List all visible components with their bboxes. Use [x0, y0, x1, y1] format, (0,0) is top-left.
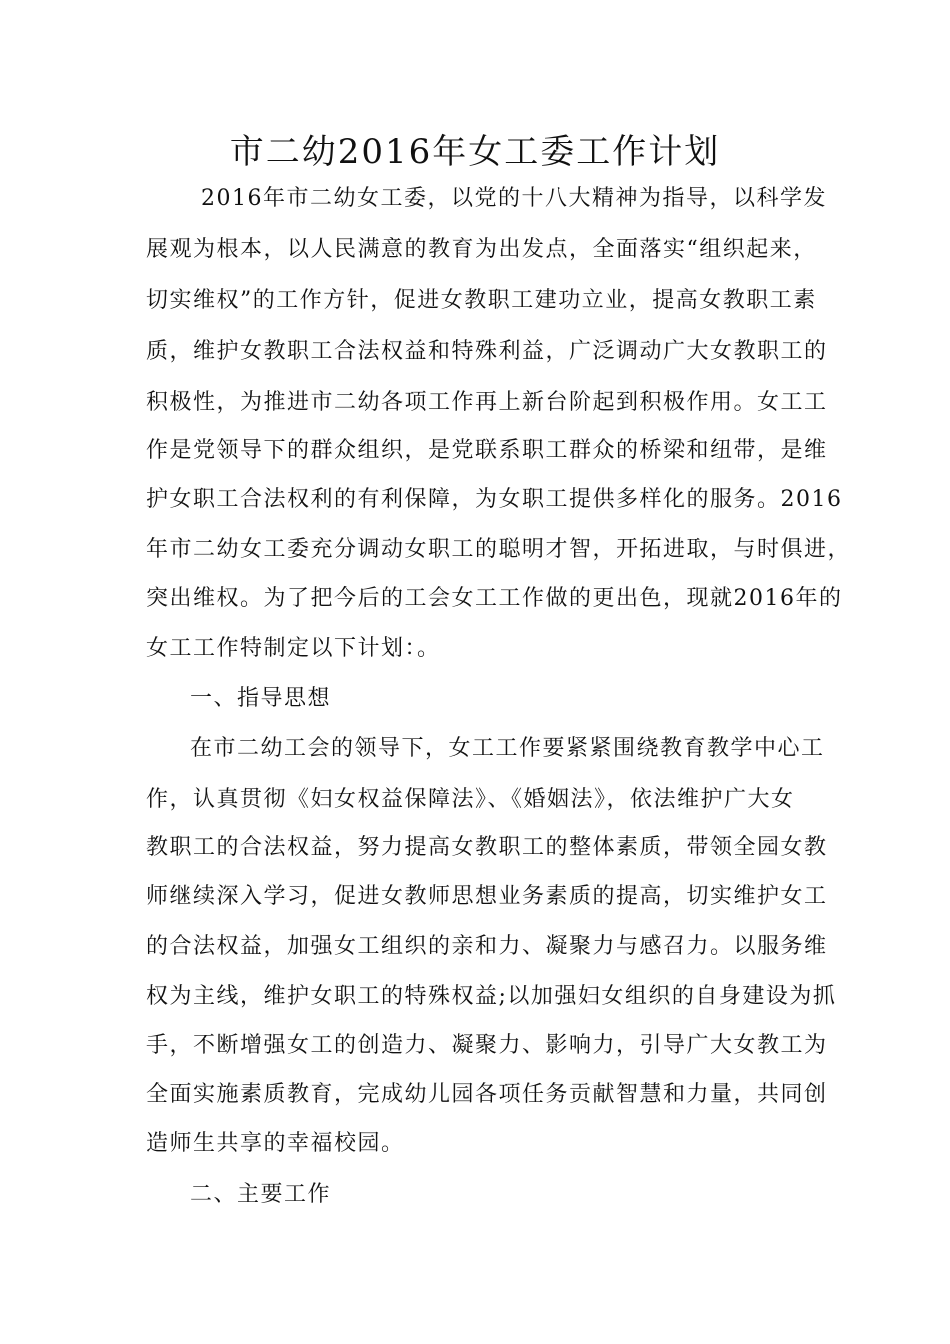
document-title: 市二幼2016年女工委工作计划	[229, 132, 721, 172]
section1-line: 手，不断增强女工的创造力、凝聚力、影响力，引导广大女教工为	[146, 1033, 828, 1058]
intro-line: 作是党领导下的群众组织，是党联系职工群众的桥梁和纽带，是维	[146, 438, 828, 463]
intro-line: 女工工作特制定以下计划：。	[146, 636, 441, 661]
intro-line: 积极性，为推进市二幼各项工作再上新台阶起到积极作用。女工工	[146, 390, 828, 415]
section1-line: 造师生共享的幸福校园。	[146, 1131, 405, 1156]
section-heading-guiding-ideology: 一、指导思想	[190, 686, 332, 711]
intro-line: 展观为根本，以人民满意的教育为出发点，全面落实“组织起来，	[146, 237, 817, 262]
section1-line: 师继续深入学习，促进女教师思想业务素质的提高，切实维护女工	[146, 884, 828, 909]
section1-line: 作，认真贯彻《妇女权益保障法》、《婚姻法》，依法维护广大女	[146, 787, 795, 812]
section1-line: 在市二幼工会的领导下，女工工作要紧紧围绕教育教学中心工	[190, 736, 825, 761]
section1-line: 教职工的合法权益，努力提高女教职工的整体素质，带领全园女教	[146, 835, 828, 860]
section-heading-main-work: 二、主要工作	[190, 1182, 332, 1207]
section1-line: 权为主线，维护女职工的特殊权益;以加强妇女组织的自身建设为抓	[146, 984, 837, 1009]
intro-line: 2016年市二幼女工委，以党的十八大精神为指导，以科学发	[201, 186, 827, 211]
section1-line: 全面实施素质教育，完成幼儿园各项任务贡献智慧和力量，共同创	[146, 1082, 828, 1107]
section1-line: 的合法权益，加强女工组织的亲和力、凝聚力与感召力。以服务维	[146, 934, 828, 959]
intro-line: 质，维护女教职工合法权益和特殊利益，广泛调动广大女教职工的	[146, 339, 828, 364]
intro-line: 护女职工合法权利的有利保障，为女职工提供多样化的服务。2016	[146, 487, 843, 512]
intro-line: 年市二幼女工委充分调动女职工的聪明才智，开拓进取，与时俱进，	[146, 537, 852, 562]
intro-line: 切实维权”的工作方针，促进女教职工建功立业，提高女教职工素	[146, 288, 817, 313]
intro-line: 突出维权。为了把今后的工会女工工作做的更出色，现就2016年的	[146, 586, 843, 611]
